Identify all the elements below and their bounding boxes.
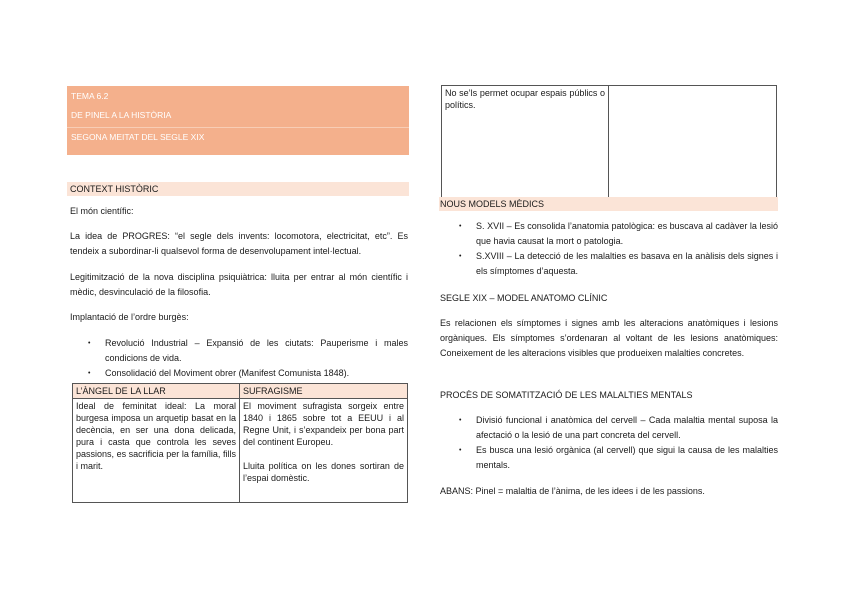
title-line-2 (67, 106, 409, 127)
sufragisme-text-1: El moviment sufragista sorgeix entre 1840 i 1865 sobre tot a EEUU i al Regne Unit, i s’expandeix per bona part del continent Europeu. (243, 401, 404, 447)
table-header-angel: L’ÀNGEL DE LA LLAR (73, 384, 240, 399)
title-line-1-text: TEMA 6.2 (71, 91, 109, 101)
table-cell-angel (73, 399, 240, 503)
table-row (73, 384, 408, 399)
proces-list (451, 413, 778, 473)
list-item: • S.XVIII – La detecció de les malalties es basava en la anàlisis dels signes i els símptomes d’aquesta. (451, 249, 778, 279)
table-row (442, 86, 777, 198)
table-header-sufragisme: SUFRAGISME (240, 384, 408, 399)
proces-heading: PROCÈS DE SOMATITZACIÓ DE LES MALALTIES MENTALS (440, 390, 693, 400)
ordre-burges-list (80, 336, 408, 381)
right-top-cell-1 (442, 86, 609, 198)
paragraph-progres: La idea de PROGRES: “el segle dels invents: locomotora, electricitat, etc”. Es tendeix a subordinar-li qualsevol forma de desenvolupament intel·lectual. (70, 231, 408, 256)
paragraph-ordre-burges: Implantació de l’ordre burgès: (70, 312, 189, 322)
list-item: • Revolució Industrial – Expansió de les ciutats: Pauperisme i males condicions de vida. (80, 336, 408, 366)
paragraph-mon-cientific: El món científic: (70, 206, 134, 216)
segle-paragraph: Es relacionen els símptomes i signes amb les alteracions anatòmiques i lesions orgàniques. Els símptomes s’ordenaran al voltant de les lesions anatòmiques: Coneixement de les alteracions visibles que produeixen malalties concretes. (440, 318, 778, 358)
list-item: • S. XVII – Es consolida l’anatomia patològica: es buscava al cadàver la lesió que havia causat la mort o patologia. (451, 219, 778, 249)
list-item: • Consolidació del Moviment obrer (Manifest Comunista 1848). (80, 366, 408, 381)
title-line-3 (67, 127, 409, 155)
spacer (243, 448, 404, 460)
right-top-cell-2 (609, 86, 777, 198)
context-heading: CONTEXT HISTÒRIC (67, 182, 409, 196)
table-row (73, 399, 408, 503)
list-item: • Es busca una lesió orgànica (al cervell) que sigui la causa de les malalties mentals. (451, 443, 778, 473)
list-item: • Divisió funcional i anatòmica del cervell – Cada malaltia mental suposa la afectació o la lesió de una part concreta del cervell. (451, 413, 778, 443)
sufragisme-text-2: Lluita política on les dones sortiran de l’espai domèstic. (243, 461, 404, 483)
right-top-table (441, 85, 777, 198)
segle-heading: SEGLE XIX – MODEL ANATOMO CLÍNIC (440, 293, 608, 303)
abans-paragraph: ABANS: Pinel = malaltia de l’ànima, de les idees i de les passions. (440, 486, 705, 496)
title-line-1 (67, 86, 409, 106)
models-list (451, 219, 778, 279)
title-line-2-text: DE PINEL A LA HISTÒRIA (71, 110, 172, 120)
table-cell-sufragisme (240, 399, 408, 503)
models-heading: NOUS MODELS MÈDICS (439, 197, 778, 211)
left-table (72, 383, 408, 503)
title-line-3-text: SEGONA MEITAT DEL SEGLE XIX (71, 132, 205, 142)
paragraph-legitimitzacio: Legitimització de la nova disciplina psiquiàtrica: lluita per entrar al món científic i mèdic, desvinculació de la filosofia. (70, 272, 408, 297)
angel-text: Ideal de feminitat ideal: La moral burgesa imposa un arquetip basat en la decència, en ser una dona delicada, pura i casta que controla les seves passions, es sacrificia per la família, fills i marit. (76, 401, 236, 471)
right-top-cell-1-text: No se’ls permet ocupar espais públics o polítics. (445, 88, 605, 110)
